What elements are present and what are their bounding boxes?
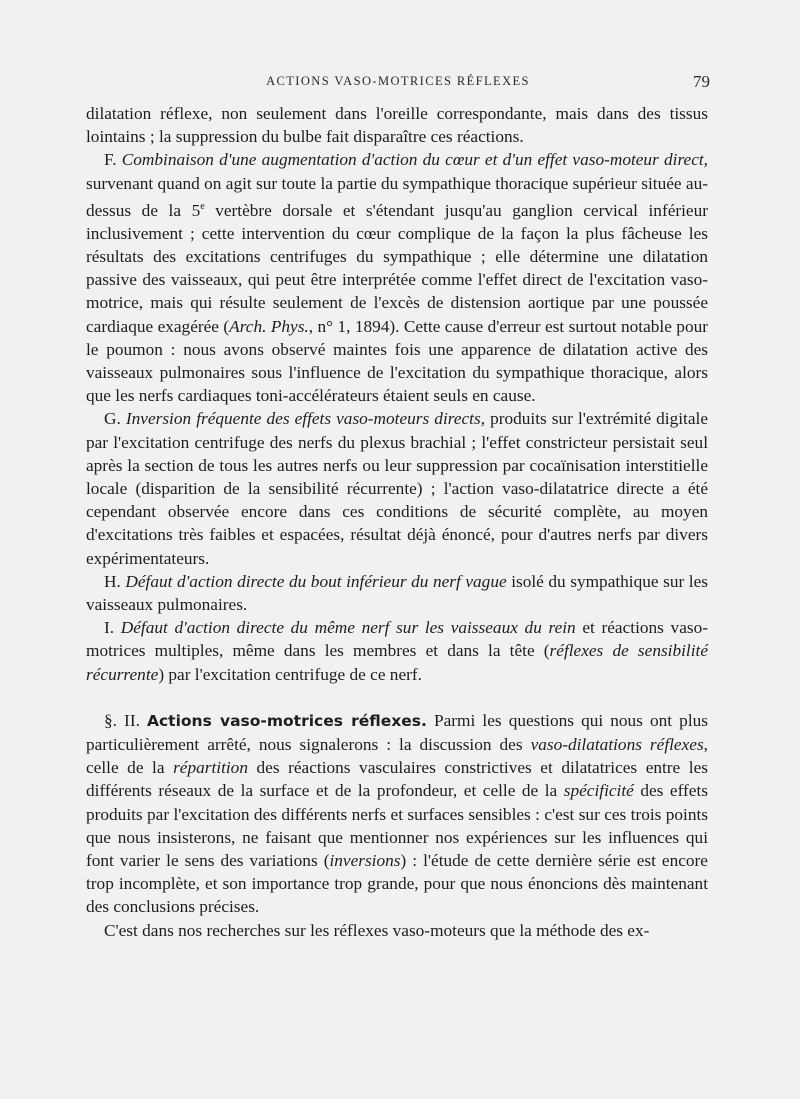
page-number: 79 xyxy=(693,72,710,91)
paragraph-label: I. xyxy=(104,618,115,638)
paragraph-label: G. xyxy=(104,409,121,429)
paragraph-label: F. xyxy=(104,150,117,170)
paragraph-f: F. Combinaison d'une augmentation d'action du cœur et d'un effet vaso-moteur direct, survenant quand on agit sur toute la partie du sympathique thoracique supérieur située au-dessus de la 5e vertèbre dorsale et s'étendant jusqu'au ganglion cervical inférieur inclusivement ; cette intervention du cœur complique de la façon la plus fâcheuse les résultats des excitations centrifuges du sympathique ; elle détermine une dilatation passive des vaisseaux, qui peut être interprétée comme l'effet direct de l'excitation vaso-motrice, mais qui résulte seulement de l'excès de distension aortique par une poussée cardiaque exagérée (Arch. Phys., n° 1, 1894). Cette cause d'erreur est surtout notable pour le poumon : nous avons observé maintes fois une apparence de dilatation active des vaisseaux pulmonaires sous l'influence de l'excitation du sympathique thoracique, alors que les nerfs cardiaques toni-accélérateurs étaient seuls en cause. xyxy=(86,150,708,406)
paragraph-h: H. Défaut d'action directe du bout inférieur du nerf vague isolé du sympathique sur les vaisseaux pulmonaires. xyxy=(86,571,708,615)
section-ii-paragraph: §. II. Actions vaso-motrices réflexes. Parmi les questions qui nous ont plus particulièrement arrêté, nous signalerons : la discussion des vaso-dilatations réflexes, celle de la répartition des réactions vasculaires constrictives et dilatatrices entre les différents réseaux de la surface et de la profondeur, et celle de la spécificité des effets produits par l'excitation des différents nerfs et surfaces sensibles : c'est sur ces trois points que nous insisterons, ne faisant que mentionner nos expériences sur les influences qui font varier le sens des variations (inversions) : l'étude de cette dernière série est encore trop incomplète, et son importance trop grande, pour que nous énoncions dès maintenant des conclusions précises. xyxy=(86,710,708,917)
paragraph-last: C'est dans nos recherches sur les réflexes vaso-moteurs que la méthode des ex- xyxy=(104,920,650,940)
paragraph-label: H. xyxy=(104,571,121,591)
section-label: §. II. xyxy=(104,710,140,730)
page-header xyxy=(86,74,710,94)
paragraph-i: I. Défaut d'action directe du même nerf sur les vaisseaux du rein et réactions vaso-motrices multiples, même dans les membres et dans la tête (réflexes de sensibilité récurrente) par l'excitation centrifuge de ce nerf. xyxy=(86,618,708,684)
section-heading: Actions vaso-motrices réflexes. xyxy=(147,711,427,730)
running-title: ACTIONS VASO-MOTRICES RÉFLEXES xyxy=(266,74,530,88)
body-text xyxy=(86,102,708,942)
paragraph-continuation: dilatation réflexe, non seulement dans l'oreille correspondante, mais dans des tissus lointains ; la suppression du bulbe fait disparaître ces réactions. xyxy=(86,104,708,147)
paragraph-g: G. Inversion fréquente des effets vaso-moteurs directs, produits sur l'extrémité digitale par l'excitation centrifuge des nerfs du plexus brachial ; l'effet constricteur persistait seul après la section de tous les autres nerfs ou leur suppression par cocaïnisation interstitielle locale (disparition de la sensibilité récurrente) ; l'action vaso-dilatatrice directe a été cependant observée encore dans ces conditions de sécurité complète, au moyen d'excitations très faibles et espacées, résultat déjà énoncé, pour d'autres nerfs par divers expérimentateurs. xyxy=(86,409,708,568)
